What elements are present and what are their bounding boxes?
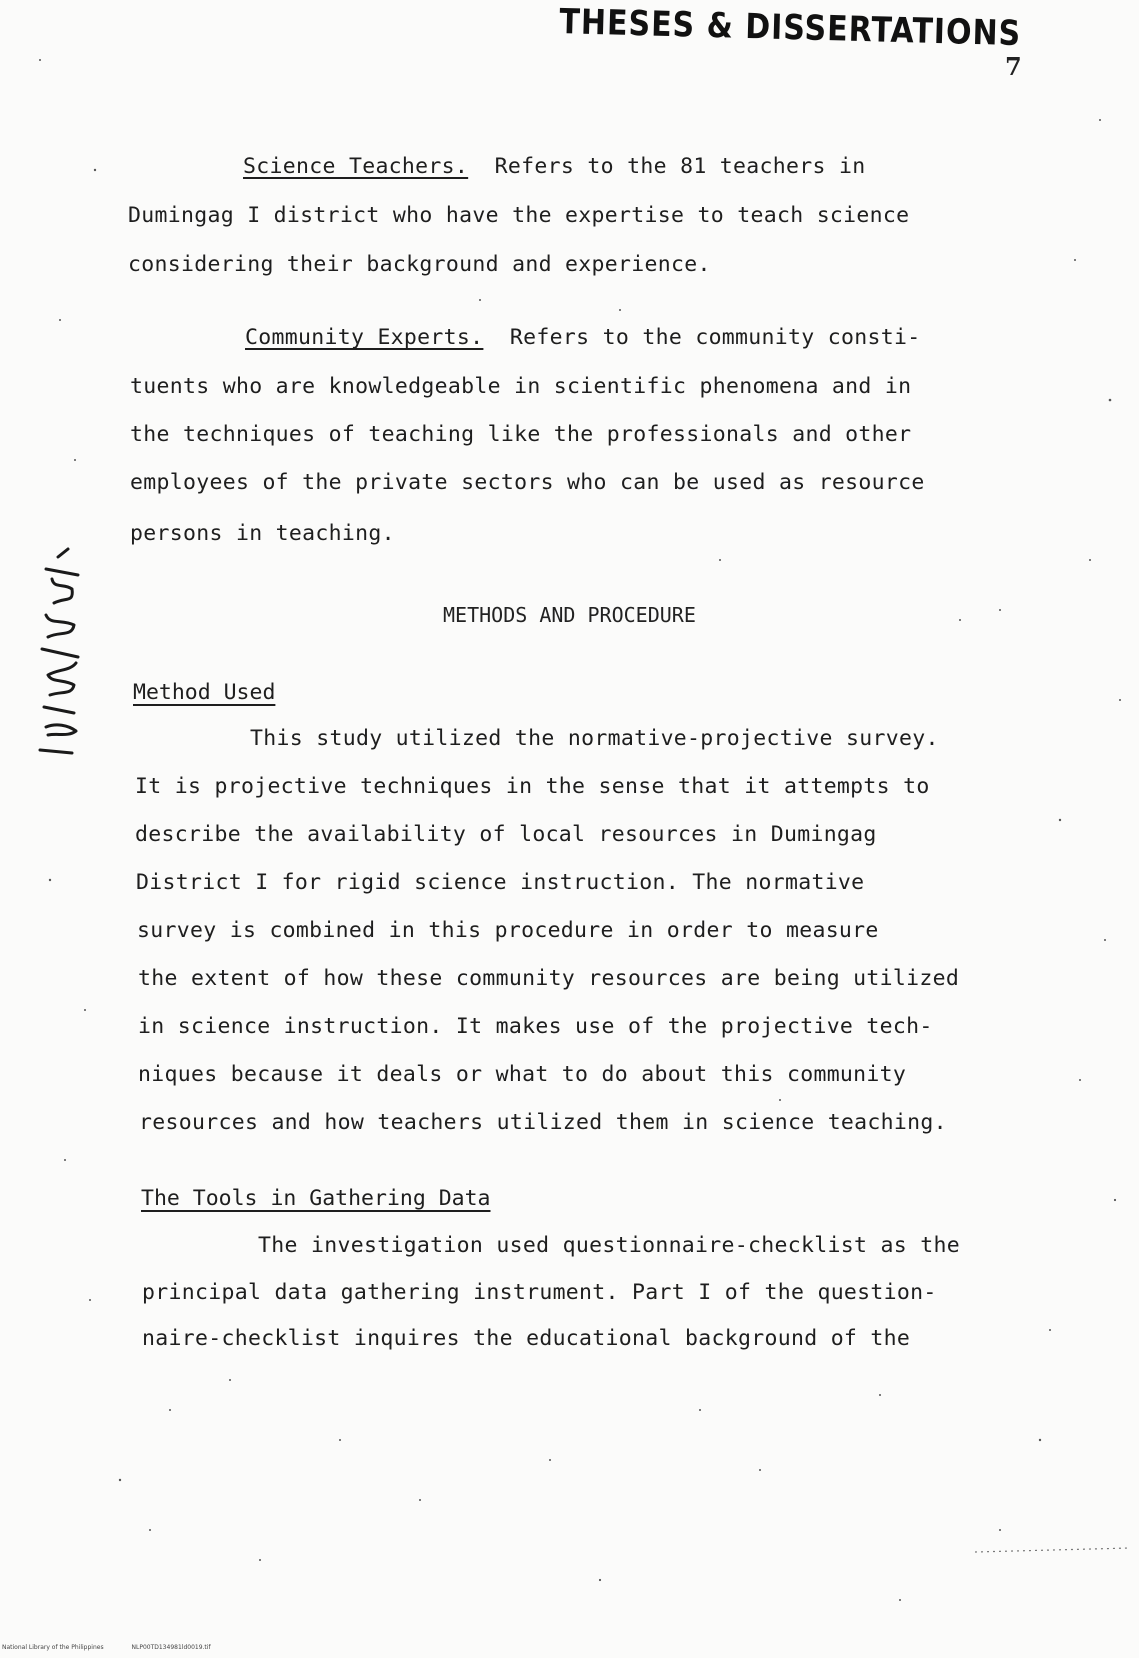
method-used-line: in science instruction. It makes use of the projective tech-: [138, 1014, 933, 1039]
definition-science-teachers-text: Refers to the 81 teachers in: [494, 154, 866, 179]
definition-line: tuents who are knowledgeable in scientific phenomena and in: [130, 374, 912, 399]
method-used-line: District I for rigid science instruction. The normative: [136, 870, 865, 895]
definition-line: the techniques of teaching like the professionals and other: [130, 422, 912, 447]
method-used-line: survey is combined in this procedure in order to measure: [137, 918, 879, 943]
scan-footer: [2, 1644, 237, 1651]
tools-line: naire-checklist inquires the educational background of the: [142, 1326, 911, 1351]
method-used-line: the extent of how these community resources are being utilized: [138, 966, 960, 991]
tools-line: The investigation used questionnaire-checklist as the: [258, 1233, 960, 1258]
definition-science-teachers-first-line: [243, 154, 866, 179]
definition-community-experts-text: Refers to the community consti-: [509, 325, 921, 350]
theses-dissertations-stamp: THESES & DISSERTATIONS: [558, 2, 1022, 55]
term-science-teachers: Science Teachers.: [243, 154, 469, 179]
footer-library: National Library of the Philippines: [2, 1644, 104, 1651]
methods-procedure-heading: METHODS AND PROCEDURE: [443, 603, 696, 627]
definition-community-experts-first-line: [245, 325, 920, 350]
definition-line: considering their background and experience.: [128, 252, 711, 277]
definition-line: Dumingag I district who have the expertise to teach science: [128, 203, 910, 228]
tools-heading: The Tools in Gathering Data: [141, 1186, 491, 1211]
definition-line: persons in teaching.: [130, 521, 395, 546]
method-used-line: resources and how teachers utilized them in science teaching.: [139, 1110, 947, 1135]
footer-file: NLP00TD134981ld0019.tif: [131, 1644, 211, 1651]
tools-line: principal data gathering instrument. Part I of the question-: [142, 1280, 937, 1305]
method-used-line: It is projective techniques in the sense that it attempts to: [135, 774, 930, 799]
method-used-line: niques because it deals or what to do about this community: [138, 1062, 907, 1087]
definition-line: employees of the private sectors who can be used as resource: [130, 470, 925, 495]
term-community-experts: Community Experts.: [245, 325, 484, 350]
page-number: 7: [1005, 52, 1022, 81]
method-used-line: This study utilized the normative-projective survey.: [250, 726, 939, 751]
handwritten-margin-note: [28, 545, 88, 765]
method-used-heading: Method Used: [133, 680, 276, 705]
method-used-line: describe the availability of local resources in Dumingag: [135, 822, 877, 847]
